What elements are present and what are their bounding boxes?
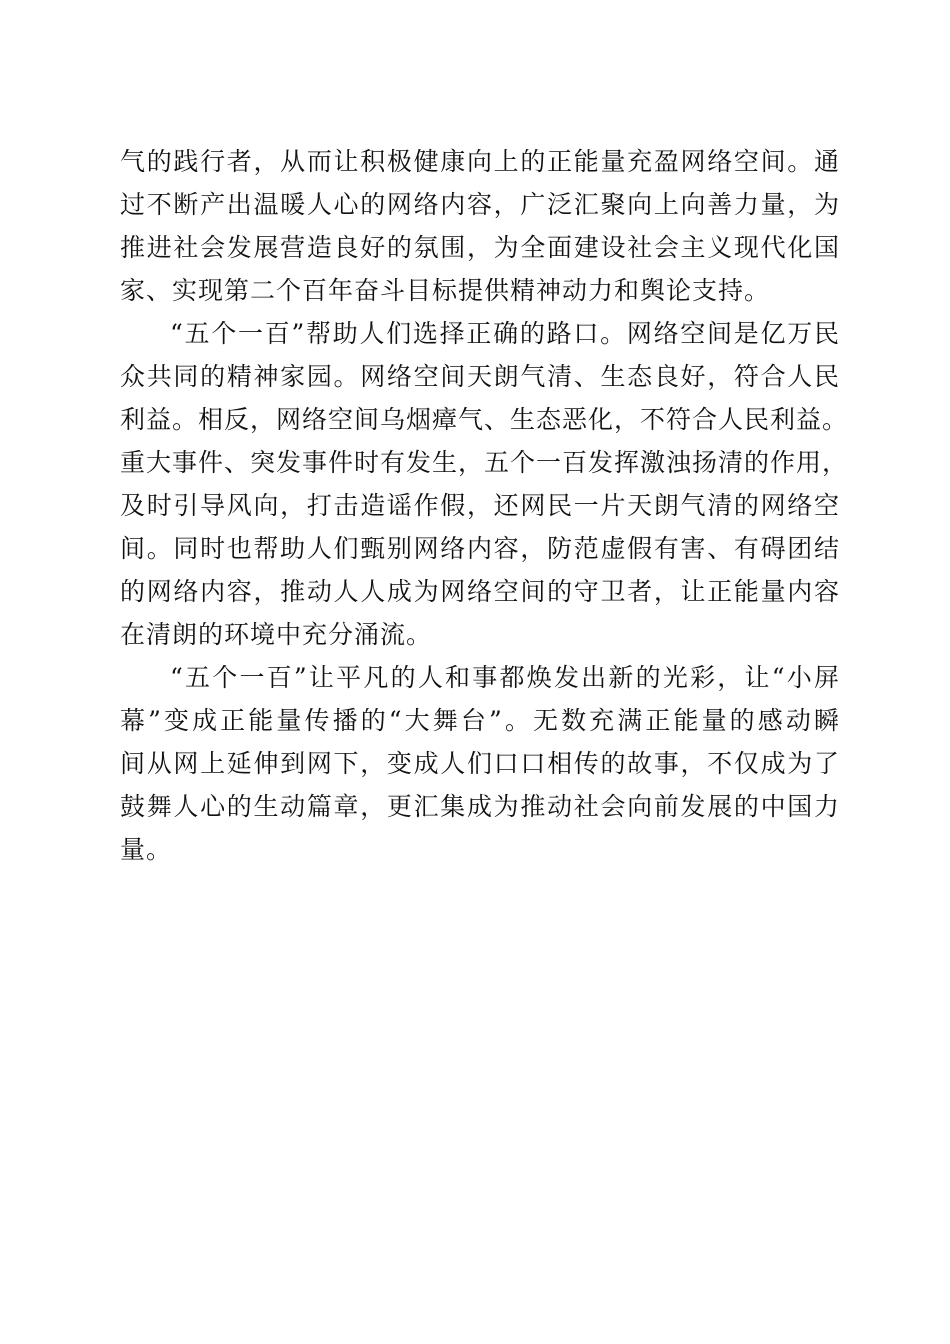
paragraph-3 [120, 656, 840, 871]
text-line: 间从网上延伸到网下，变成人们口口相传的故事，不仅成为了 [120, 749, 840, 778]
text-line: 利益。相反，网络空间乌烟瘴气、生态恶化，不符合人民利益。 [120, 405, 849, 434]
text-line: “五个一百”让平凡的人和事都焕发出新的光彩，让“小屏 [170, 663, 840, 692]
text-line: 重大事件、突发事件时有发生，五个一百发挥激浊扬清的作用， [120, 448, 849, 477]
text-line: 及时引导风向，打击造谣作假，还网民一片天朗气清的网络空 [120, 491, 840, 520]
text-line: 的网络内容，推动人人成为网络空间的守卫者，让正能量内容 [120, 577, 840, 606]
text-line: 过不断产出温暖人心的网络内容，广泛汇聚向上向善力量，为 [120, 190, 840, 219]
text-line: 鼓舞人心的生动篇章，更汇集成为推动社会向前发展的中国力 [120, 792, 840, 821]
text-line: 气的践行者，从而让积极健康向上的正能量充盈网络空间。通 [120, 147, 840, 176]
paragraph-2 [120, 312, 849, 656]
text-line: 众共同的精神家园。网络空间天朗气清、生态良好，符合人民 [120, 362, 840, 391]
text-line: 在清朗的环境中充分涌流。 [120, 620, 433, 649]
text-line: 家、实现第二个百年奋斗目标提供精神动力和舆论支持。 [120, 276, 771, 305]
text-line: 幕”变成正能量传播的“大舞台”。无数充满正能量的感动瞬 [120, 706, 840, 735]
text-line: 推进社会发展营造良好的氛围，为全面建设社会主义现代化国 [120, 233, 840, 262]
text-line: “五个一百”帮助人们选择正确的路口。网络空间是亿万民 [170, 319, 840, 348]
text-line: 间。同时也帮助人们甄别网络内容，防范虚假有害、有碍团结 [120, 534, 840, 563]
document-body [120, 140, 849, 871]
paragraph-1 [120, 140, 840, 312]
text-line: 量。 [120, 835, 173, 864]
